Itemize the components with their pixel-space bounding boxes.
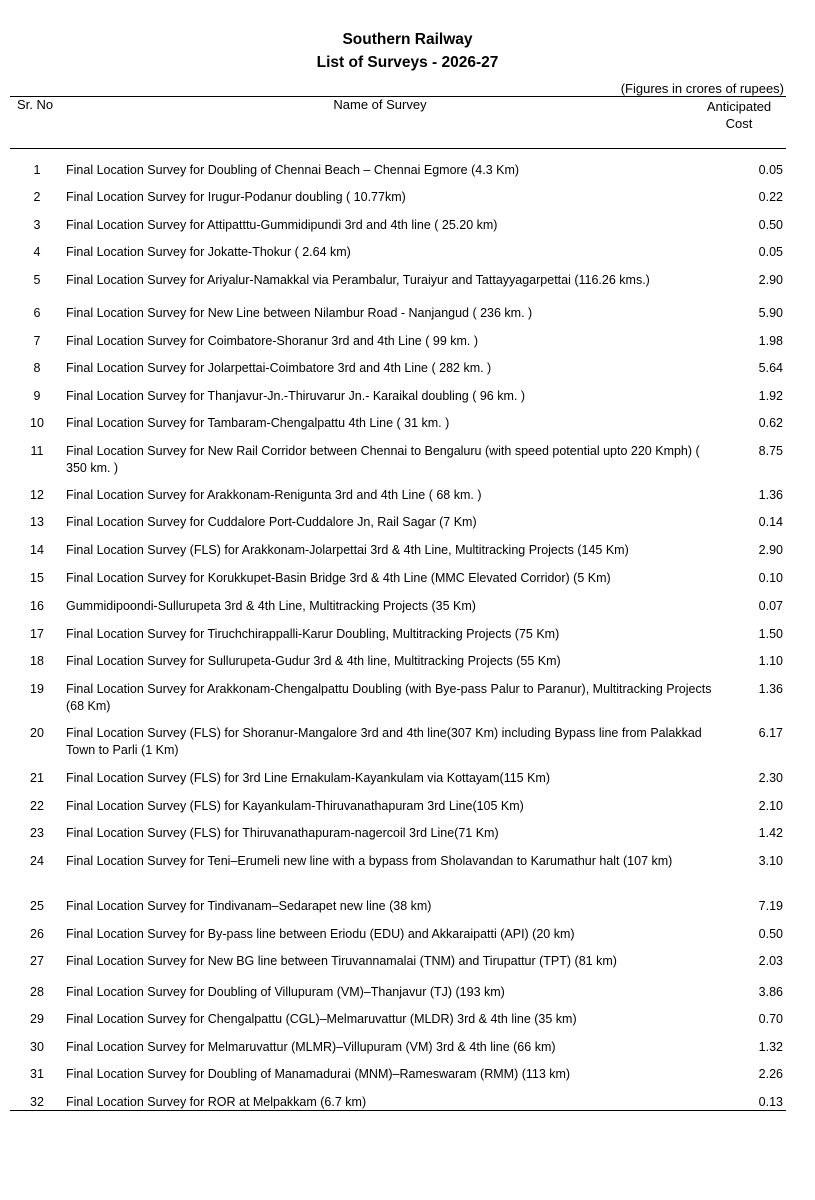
- survey-name-cell: Final Location Survey for Tambaram-Chengalpattu 4th Line ( 31 km. ): [66, 416, 450, 430]
- anticipated-cost-cell: 6.17: [758, 726, 783, 740]
- anticipated-cost-cell: 0.05: [758, 163, 783, 177]
- header-bottom-rule: [10, 148, 786, 149]
- sr-no-cell: 28: [30, 985, 44, 999]
- survey-name-cell: Final Location Survey for Melmaruvattur (MLMR)–Villupuram (VM) 3rd & 4th line (66 km): [66, 1040, 556, 1054]
- survey-name-cell: Final Location Survey for Sullurupeta-Gudur 3rd & 4th line, Multitracking Projects (55 Km): [66, 654, 561, 668]
- column-header-sr-no: Sr. No: [17, 97, 54, 112]
- survey-name-cell: Final Location Survey for New Rail Corridor between Chennai to Bengaluru (with speed potential upto 220 Kmph) ( 350 km. ): [66, 444, 700, 475]
- anticipated-cost-cell: 1.98: [758, 334, 783, 348]
- sr-no-cell: 3: [33, 218, 41, 232]
- survey-name-cell: Final Location Survey (FLS) for Shoranur-Mangalore 3rd and 4th line(307 Km) including Bypass line from Palakkad Town to Parli (1 Km): [66, 726, 702, 757]
- sr-no-cell: 10: [30, 416, 44, 430]
- column-header-cost-line1: Anticipated: [706, 99, 772, 114]
- survey-name-cell: Final Location Survey for Doubling of Chennai Beach – Chennai Egmore (4.3 Km): [66, 163, 520, 177]
- survey-name-cell: Final Location Survey for Jolarpettai-Coimbatore 3rd and 4th Line ( 282 km. ): [66, 361, 492, 375]
- survey-name-cell: Final Location Survey (FLS) for Thiruvanathapuram-nagercoil 3rd Line(71 Km): [66, 826, 499, 840]
- anticipated-cost-cell: 0.13: [758, 1095, 783, 1109]
- sr-no-cell: 24: [30, 854, 44, 868]
- anticipated-cost-cell: 0.50: [758, 218, 783, 232]
- column-header-cost-line2: Cost: [725, 116, 753, 131]
- anticipated-cost-cell: 2.03: [758, 954, 783, 968]
- sr-no-cell: 15: [30, 571, 44, 585]
- survey-name-cell: Final Location Survey for New BG line between Tiruvannamalai (TNM) and Tirupattur (TPT) (81 km): [66, 954, 617, 968]
- survey-name-cell: Gummidipoondi-Sullurupeta 3rd & 4th Line, Multitracking Projects (35 Km): [66, 599, 476, 613]
- sr-no-cell: 7: [33, 334, 41, 348]
- sr-no-cell: 31: [30, 1067, 44, 1081]
- survey-name-cell: Final Location Survey for By-pass line between Eriodu (EDU) and Akkaraipatti (API) (20 km): [66, 927, 575, 941]
- survey-name-cell: Final Location Survey for Tindivanam–Sedarapet new line (38 km): [66, 899, 432, 913]
- anticipated-cost-cell: 5.64: [758, 361, 783, 375]
- anticipated-cost-cell: 2.90: [758, 273, 783, 287]
- sr-no-cell: 29: [30, 1012, 44, 1026]
- anticipated-cost-cell: 1.42: [758, 826, 783, 840]
- anticipated-cost-cell: 0.62: [758, 416, 783, 430]
- anticipated-cost-cell: 5.90: [758, 306, 783, 320]
- sr-no-cell: 18: [30, 654, 44, 668]
- anticipated-cost-cell: 2.10: [758, 799, 783, 813]
- sr-no-cell: 5: [33, 273, 41, 287]
- survey-name-cell: Final Location Survey for Cuddalore Port-Cuddalore Jn, Rail Sagar (7 Km): [66, 515, 477, 529]
- sr-no-cell: 20: [30, 726, 44, 740]
- survey-name-cell: Final Location Survey (FLS) for 3rd Line Ernakulam-Kayankulam via Kottayam(115 Km): [66, 771, 551, 785]
- column-header-cost: [700, 98, 778, 132]
- anticipated-cost-cell: 0.10: [758, 571, 783, 585]
- anticipated-cost-cell: 7.19: [758, 899, 783, 913]
- survey-name-cell: Final Location Survey for Teni–Erumeli new line with a bypass from Sholavandan to Karumathur halt (107 km): [66, 854, 673, 868]
- anticipated-cost-cell: 3.10: [758, 854, 783, 868]
- sr-no-cell: 22: [30, 799, 44, 813]
- sr-no-cell: 2: [33, 190, 41, 204]
- survey-name-cell: Final Location Survey for Attipatttu-Gummidipundi 3rd and 4th line ( 25.20 km): [66, 218, 498, 232]
- sr-no-cell: 21: [30, 771, 44, 785]
- anticipated-cost-cell: 2.90: [758, 543, 783, 557]
- survey-name-cell: Final Location Survey (FLS) for Arakkonam-Jolarpettai 3rd & 4th Line, Multitracking Projects (145 Km): [66, 543, 629, 557]
- survey-name-cell: Final Location Survey for Chengalpattu (CGL)–Melmaruvattur (MLDR) 3rd & 4th line (35 km): [66, 1012, 577, 1026]
- anticipated-cost-cell: 0.07: [758, 599, 783, 613]
- anticipated-cost-cell: 1.10: [758, 654, 783, 668]
- anticipated-cost-cell: 0.05: [758, 245, 783, 259]
- anticipated-cost-cell: 0.70: [758, 1012, 783, 1026]
- survey-name-cell: Final Location Survey for Doubling of Villupuram (VM)–Thanjavur (TJ) (193 km): [66, 985, 505, 999]
- table-bottom-rule: [10, 1110, 786, 1111]
- sr-no-cell: 6: [33, 306, 41, 320]
- survey-name-cell: Final Location Survey for Ariyalur-Namakkal via Perambalur, Turaiyur and Tattayyagarpettai (116.26 kms.): [66, 273, 650, 287]
- anticipated-cost-cell: 1.50: [758, 627, 783, 641]
- anticipated-cost-cell: 0.14: [758, 515, 783, 529]
- sr-no-cell: 27: [30, 954, 44, 968]
- anticipated-cost-cell: 1.92: [758, 389, 783, 403]
- anticipated-cost-cell: 0.22: [758, 190, 783, 204]
- sr-no-cell: 4: [33, 245, 41, 259]
- sr-no-cell: 12: [30, 488, 44, 502]
- survey-name-cell: Final Location Survey for Thanjavur-Jn.-Thiruvarur Jn.- Karaikal doubling ( 96 km. ): [66, 389, 525, 403]
- survey-name-cell: Final Location Survey (FLS) for Kayankulam-Thiruvanathapuram 3rd Line(105 Km): [66, 799, 524, 813]
- survey-name-cell: Final Location Survey for Doubling of Manamadurai (MNM)–Rameswaram (RMM) (113 km): [66, 1067, 571, 1081]
- sr-no-cell: 17: [30, 627, 44, 641]
- sr-no-cell: 13: [30, 515, 44, 529]
- anticipated-cost-cell: 3.86: [758, 985, 783, 999]
- column-header-name: Name of Survey: [333, 97, 427, 112]
- anticipated-cost-cell: 2.26: [758, 1067, 783, 1081]
- page-title: List of Surveys - 2026-27: [316, 54, 499, 71]
- survey-name-cell: Final Location Survey for New Line between Nilambur Road - Nanjangud ( 236 km. ): [66, 306, 533, 320]
- sr-no-cell: 1: [33, 163, 41, 177]
- sr-no-cell: 23: [30, 826, 44, 840]
- sr-no-cell: 30: [30, 1040, 44, 1054]
- survey-name-cell: Final Location Survey for ROR at Melpakkam (6.7 km): [66, 1095, 367, 1109]
- anticipated-cost-cell: 0.50: [758, 927, 783, 941]
- anticipated-cost-cell: 1.36: [758, 488, 783, 502]
- anticipated-cost-cell: 1.32: [758, 1040, 783, 1054]
- sr-no-cell: 25: [30, 899, 44, 913]
- survey-name-cell: Final Location Survey for Coimbatore-Shoranur 3rd and 4th Line ( 99 km. ): [66, 334, 479, 348]
- anticipated-cost-cell: 1.36: [758, 682, 783, 696]
- org-title: Southern Railway: [342, 31, 473, 48]
- survey-name-cell: Final Location Survey for Irugur-Podanur doubling ( 10.77km): [66, 190, 406, 204]
- survey-name-cell: Final Location Survey for Korukkupet-Basin Bridge 3rd & 4th Line (MMC Elevated Corridor) (5 Km): [66, 571, 611, 585]
- sr-no-cell: 8: [33, 361, 41, 375]
- sr-no-cell: 32: [30, 1095, 44, 1109]
- sr-no-cell: 14: [30, 543, 44, 557]
- sr-no-cell: 9: [33, 389, 41, 403]
- sr-no-cell: 26: [30, 927, 44, 941]
- survey-name-cell: Final Location Survey for Arakkonam-Chengalpattu Doubling (with Bye-pass Palur to Paranur), Multitracking Projects (68 Km): [66, 682, 712, 713]
- sr-no-cell: 11: [30, 444, 44, 458]
- survey-name-cell: Final Location Survey for Tiruchchirappalli-Karur Doubling, Multitracking Projects (75 Km): [66, 627, 560, 641]
- survey-name-cell: Final Location Survey for Jokatte-Thokur ( 2.64 km): [66, 245, 351, 259]
- anticipated-cost-cell: 8.75: [758, 444, 783, 458]
- sr-no-cell: 19: [30, 682, 44, 696]
- sr-no-cell: 16: [30, 599, 44, 613]
- units-note: (Figures in crores of rupees): [620, 81, 784, 96]
- survey-name-cell: Final Location Survey for Arakkonam-Renigunta 3rd and 4th Line ( 68 km. ): [66, 488, 482, 502]
- anticipated-cost-cell: 2.30: [758, 771, 783, 785]
